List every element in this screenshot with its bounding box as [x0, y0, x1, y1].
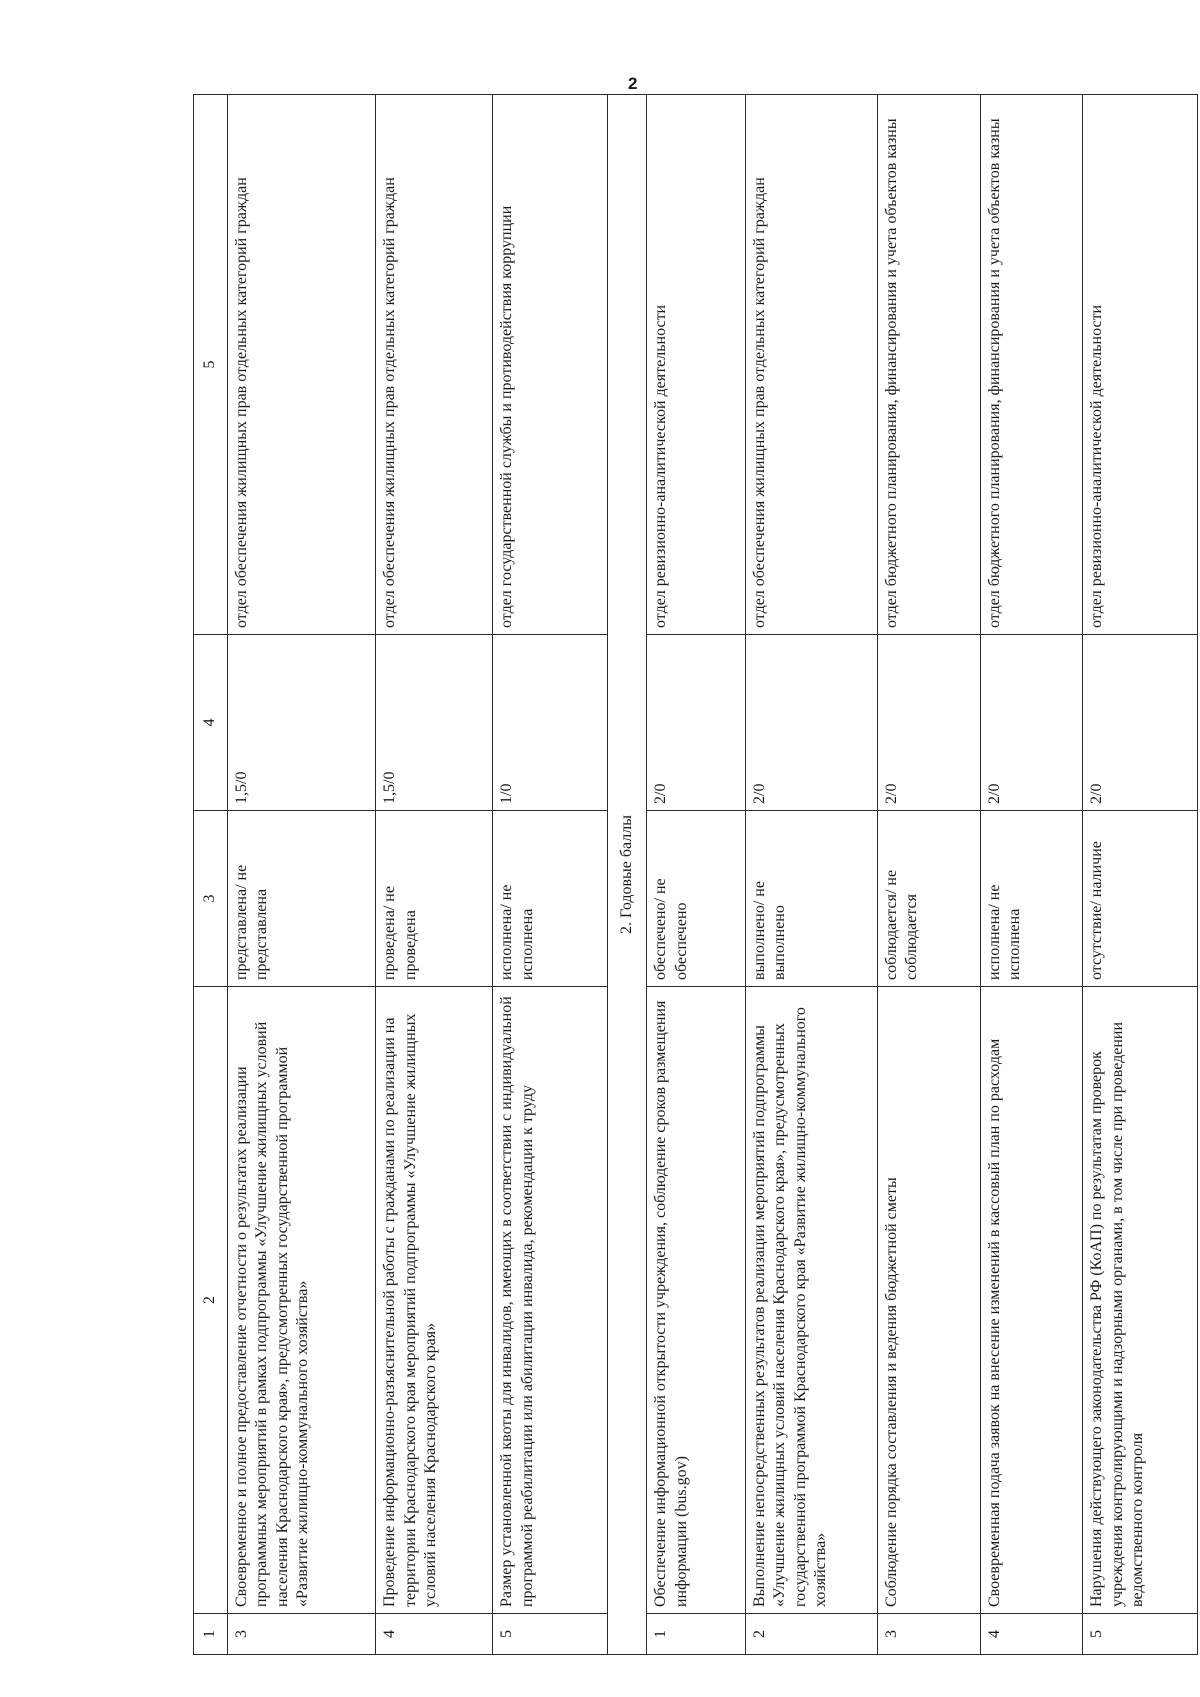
row-department: отдел бюджетного планирования, финансирования и учета объектов казны — [980, 95, 1083, 635]
row-score: 2/0 — [877, 635, 980, 811]
row-score: 1,5/0 — [227, 635, 375, 811]
criteria-table — [193, 94, 1198, 1655]
row-value: выполнено/ не выполнено — [745, 811, 877, 987]
table-row — [227, 95, 375, 1655]
row-number: 5 — [1083, 1614, 1198, 1655]
rotated-table-container — [193, 95, 1198, 1655]
row-criterion: Своевременная подача заявок на внесение изменений в кассовый план по расходам — [980, 987, 1083, 1614]
table-row — [745, 95, 877, 1655]
row-department: отдел ревизионно-аналитической деятельности — [1083, 95, 1198, 635]
row-criterion: Нарушения действующего законодательства РФ (КоАП) по результатам проверок учреждения контролирующими и надзорными органами, в том числе при проведении ведомственного контроля — [1083, 987, 1198, 1614]
row-criterion: Своевременное и полное предоставление отчетности о результатах реализации программных мероприятий в рамках подпрограммы «Улучшение жилищных условий населения Краснодарского края», предусмотренных государственной программой «Развитие жилищно-коммунального хозяйства» — [227, 987, 375, 1614]
row-number: 1 — [647, 1614, 745, 1655]
row-score: 2/0 — [980, 635, 1083, 811]
table-row — [493, 95, 608, 1655]
row-department: отдел ревизионно-аналитической деятельности — [647, 95, 745, 635]
row-number: 3 — [227, 1614, 375, 1655]
row-criterion: Обеспечение информационной открытости учреждения, соблюдение сроков размещения информации (bus.gov) — [647, 987, 745, 1614]
row-score: 2/0 — [745, 635, 877, 811]
row-score: 1/0 — [493, 635, 608, 811]
table-header-row — [194, 95, 228, 1655]
row-number: 4 — [980, 1614, 1083, 1655]
section-title: 2. Годовые баллы — [607, 95, 647, 1655]
row-value: отсутствие/ наличие — [1083, 811, 1198, 987]
row-department: отдел обеспечения жилищных прав отдельных категорий граждан — [376, 95, 493, 635]
header-col-4: 4 — [194, 635, 228, 811]
row-value: представлена/ не представлена — [227, 811, 375, 987]
row-department: отдел обеспечения жилищных прав отдельных категорий граждан — [745, 95, 877, 635]
row-value: проведена/ не проведена — [376, 811, 493, 987]
row-value: исполнена/ не исполнена — [980, 811, 1083, 987]
row-number: 2 — [745, 1614, 877, 1655]
row-criterion: Соблюдение порядка составления и ведения бюджетной сметы — [877, 987, 980, 1614]
row-department: отдел обеспечения жилищных прав отдельных категорий граждан — [227, 95, 375, 635]
header-col-2: 2 — [194, 987, 228, 1614]
section-title-row — [607, 95, 647, 1655]
row-score: 1,5/0 — [376, 635, 493, 811]
table-row — [647, 95, 745, 1655]
row-score: 2/0 — [647, 635, 745, 811]
row-department: отдел бюджетного планирования, финансирования и учета объектов казны — [877, 95, 980, 635]
row-value: исполнена/ не исполнена — [493, 811, 608, 987]
row-criterion: Проведение информационно-разъяснительной работы с гражданами по реализации на территории Краснодарского края мероприятий подпрограммы «Улучшение жилищных условий населения Краснодарского края» — [376, 987, 493, 1614]
row-score: 2/0 — [1083, 635, 1198, 811]
table-row — [376, 95, 493, 1655]
page-number: 2 — [628, 74, 638, 93]
row-department: отдел государственной службы и противодействия коррупции — [493, 95, 608, 635]
table-row — [980, 95, 1083, 1655]
row-value: соблюдается/ не соблюдается — [877, 811, 980, 987]
row-number: 3 — [877, 1614, 980, 1655]
row-criterion: Размер установленной квоты для инвалидов, имеющих в соответствии с индивидуальной программой реабилитации или абилитации инвалида, рекомендации к труду — [493, 987, 608, 1614]
header-col-5: 5 — [194, 95, 228, 635]
row-criterion: Выполнение непосредственных результатов реализации мероприятий подпрограммы «Улучшение жилищных условий населения Краснодарского края», предусмотренных государственной программой Краснодарского края «Развитие жилищно-коммунального хозяйства» — [745, 987, 877, 1614]
table-row — [877, 95, 980, 1655]
header-col-3: 3 — [194, 811, 228, 987]
header-col-1: 1 — [194, 1614, 228, 1655]
table-row — [1083, 95, 1198, 1655]
row-value: обеспечено/ не обеспечено — [647, 811, 745, 987]
row-number: 4 — [376, 1614, 493, 1655]
row-number: 5 — [493, 1614, 608, 1655]
